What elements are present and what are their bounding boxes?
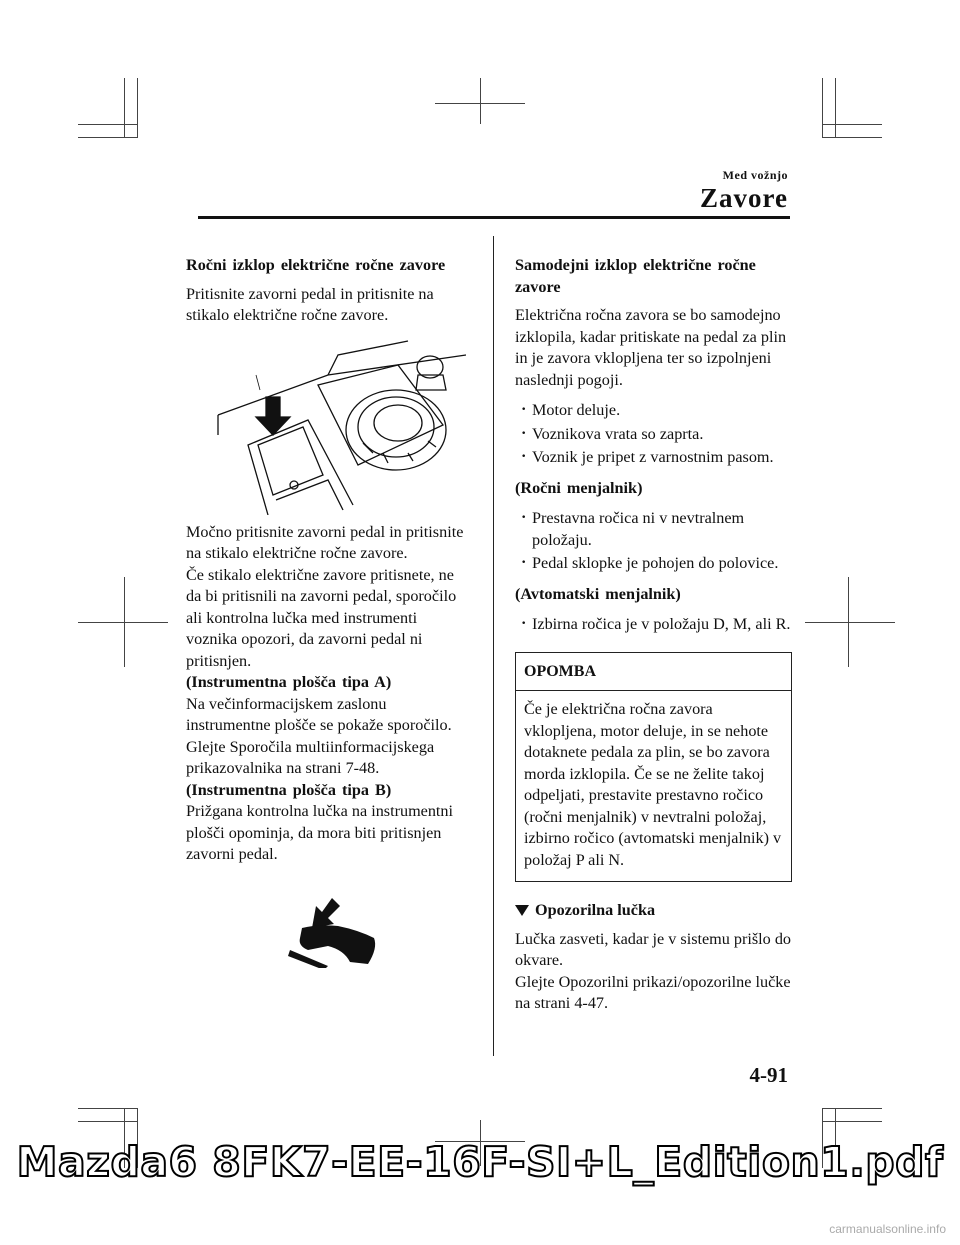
- condition-bullet: · Voznikova vrata so zaprta.: [515, 424, 792, 446]
- right-intro-line: naslednji pogoji.: [515, 370, 623, 389]
- right-column: [515, 255, 792, 1015]
- page-title: Zavore: [700, 183, 788, 213]
- left-heading: Ročni izklop električne ročne zavore: [186, 256, 446, 274]
- note-line: (ročni menjalnik) v nevtralni položaj,: [524, 807, 767, 826]
- note-line: položaj P ali N.: [524, 850, 625, 869]
- note-line: morda izklopila. Če se ne želite takoj: [524, 764, 765, 783]
- note-title: OPOMBA: [516, 653, 791, 692]
- left-column: [186, 255, 486, 968]
- manual-bullet: [515, 508, 792, 551]
- left-body-line: na stikalo električne ročne zavore.: [186, 544, 408, 562]
- left-body-line: da bi pritisnili na zavorni pedal, sporočilo: [186, 587, 457, 605]
- type-b-line: Prižgana kontrolna lučka na instrumentni: [186, 802, 454, 820]
- note-line: odpeljati, prestavite prestavno ročico: [524, 786, 764, 804]
- brake-pedal-warning-icon: [288, 898, 378, 968]
- right-heading-line: Samodejni izklop električne ročne: [515, 256, 756, 274]
- warning-heading: [515, 900, 792, 922]
- note-box: [515, 652, 792, 883]
- left-body-line: voznika opozori, da zavorni pedal ni: [186, 630, 423, 648]
- type-a-line: prikazovalnika na strani 7-48.: [186, 759, 380, 777]
- right-heading-line: zavore: [515, 277, 561, 296]
- warning-line: okvare.: [515, 951, 564, 969]
- page-number: 4-91: [749, 1063, 788, 1087]
- note-line: izbirno ročico (avtomatski menjalnik) v: [524, 829, 782, 847]
- warning-heading-text: Opozorilna lučka: [535, 901, 656, 919]
- type-a-heading: (Instrumentna plošča tipa A): [186, 673, 392, 691]
- note-line: Če je električna ročna zavora: [524, 700, 713, 718]
- right-intro-line: Električna ročna zavora se bo samodejno: [515, 306, 781, 324]
- right-intro-line: in je zavora vklopljena ter so izpolnjeni: [515, 349, 772, 367]
- manual-bullet-line: položaju.: [532, 530, 592, 549]
- left-body-line: Če stikalo električne zavore pritisnete, ne: [186, 565, 454, 584]
- footer-filename: Mazda6 8FK7-EE-16F-SI+L_Edition1.pdf: [16, 1138, 944, 1186]
- auto-bullet: · Izbirna ročica je v položaju D, M, ali R.: [515, 614, 792, 636]
- note-line: vklopljena, motor deluje, in se nehote: [524, 721, 769, 740]
- header-divider: [198, 216, 790, 219]
- type-a-line: instrumentne plošče se pokaže sporočilo.: [186, 716, 452, 734]
- type-a-line: Glejte Sporočila multiinformacijskega: [186, 737, 435, 756]
- type-b-line: plošči opominja, da mora biti pritisnjen: [186, 823, 442, 842]
- warning-line: na strani 4-47.: [515, 994, 609, 1012]
- right-intro-line: izklopila, kadar pritiskate na pedal za plin: [515, 327, 787, 346]
- condition-bullet: · Voznik je pripet z varnostnim pasom.: [515, 447, 792, 469]
- condition-bullet: · Motor deluje.: [515, 400, 792, 422]
- manual-bullet: · Pedal sklopke je pohojen do polovice.: [515, 553, 792, 575]
- note-line: dotaknete pedala za plin, se bo zavora: [524, 743, 770, 761]
- warning-line: Lučka zasveti, kadar je v sistemu prišlo do: [515, 929, 792, 948]
- parking-brake-switch-illustration: [208, 335, 466, 515]
- site-watermark: carmanualsonline.info: [829, 1222, 946, 1236]
- column-divider: [493, 236, 494, 1056]
- left-body-line: pritisnjen.: [186, 651, 252, 670]
- manual-heading: (Ročni menjalnik): [515, 478, 643, 497]
- left-intro-line: stikalo električne ročne zavore.: [186, 306, 389, 324]
- left-body-line: Močno pritisnite zavorni pedal in pritisnite: [186, 522, 464, 541]
- type-b-line: zavorni pedal.: [186, 845, 278, 863]
- left-intro-line: Pritisnite zavorni pedal in pritisnite na: [186, 284, 434, 303]
- type-a-line: Na večinformacijskem zaslonu: [186, 694, 387, 713]
- section-label: Med vožnjo: [722, 168, 788, 182]
- note-body: [516, 691, 791, 881]
- warning-line: Glejte Opozorilni prikazi/opozorilne lučke: [515, 972, 791, 991]
- auto-heading: (Avtomatski menjalnik): [515, 584, 681, 603]
- type-b-heading: (Instrumentna plošča tipa B): [186, 780, 392, 799]
- triangle-down-icon: [515, 905, 529, 916]
- manual-bullet-line: · Prestavna ročica ni v nevtralnem: [532, 509, 745, 527]
- left-body-line: ali kontrolna lučka med instrumenti: [186, 608, 418, 627]
